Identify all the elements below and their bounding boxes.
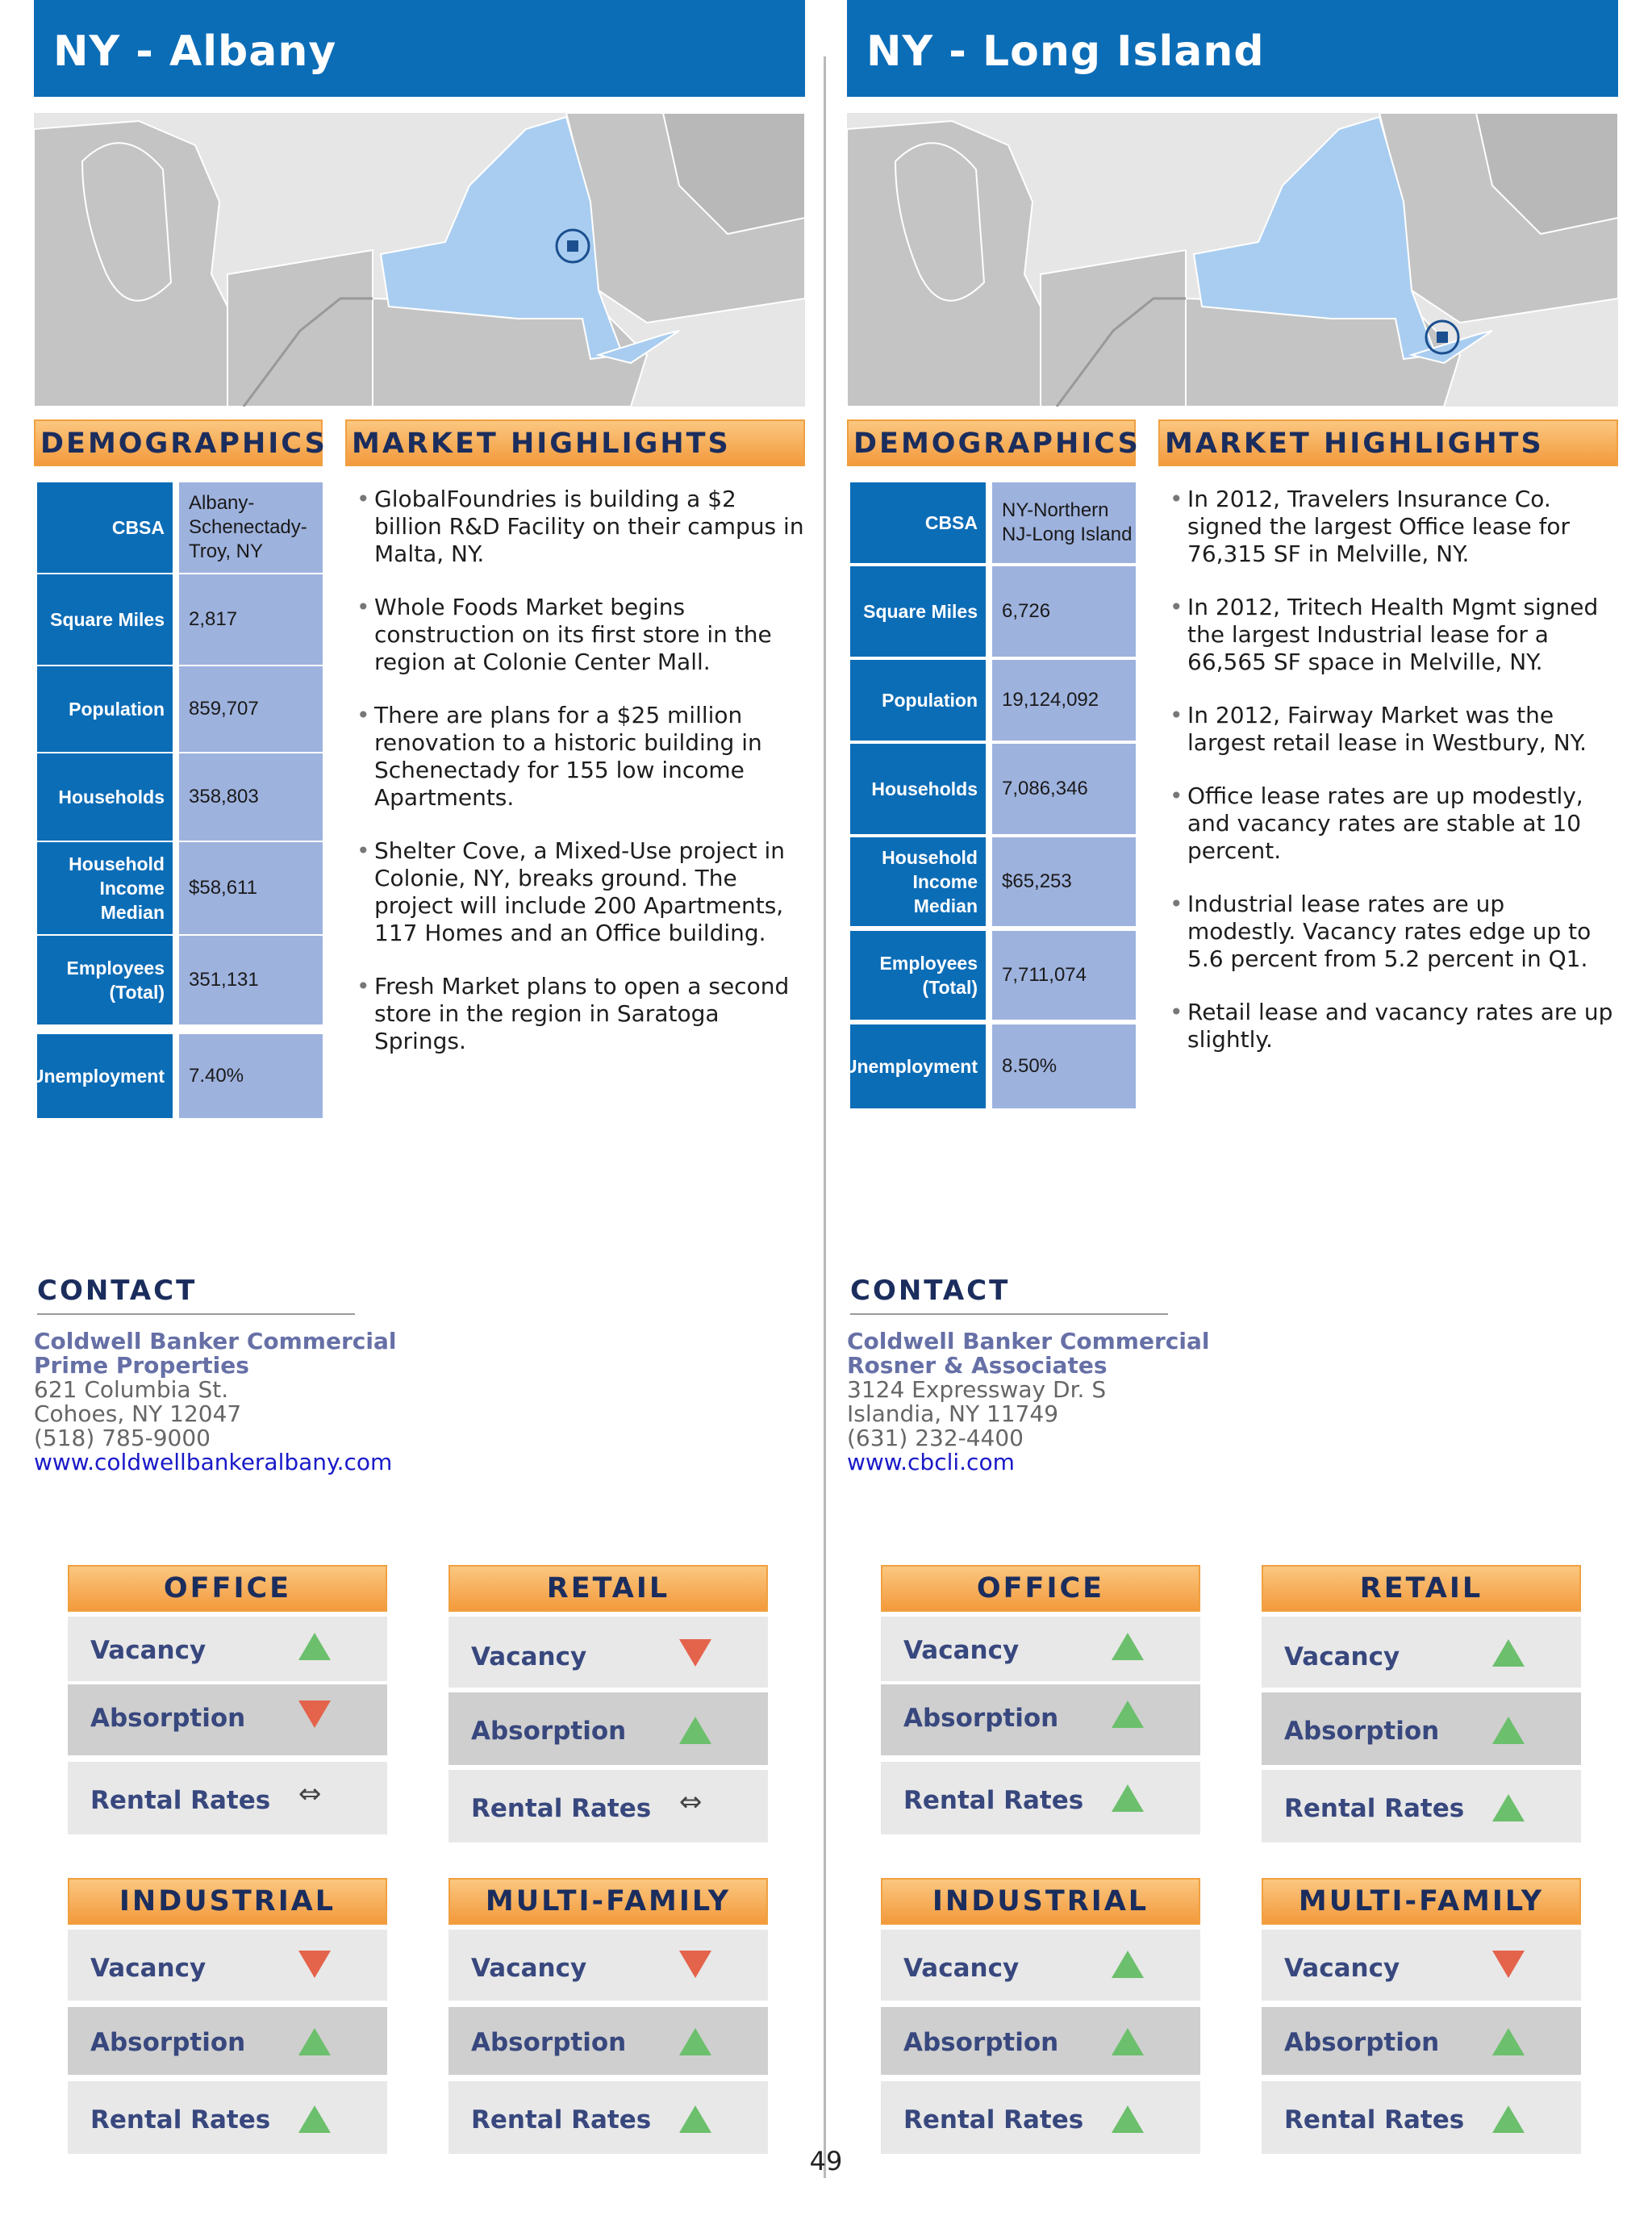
- indicator-label: Rental Rates: [471, 2105, 652, 2134]
- demo-row-square-miles: [850, 566, 1136, 657]
- contact-heading: CONTACT: [850, 1275, 1011, 1307]
- contact-rule: [850, 1313, 1168, 1315]
- contact-heading: CONTACT: [37, 1275, 198, 1307]
- market-highlights-heading: MARKET HIGHLIGHTS: [1158, 419, 1618, 466]
- highlight-item: • In 2012, Fairway Market was the largest retail lease in Westbury, NY.: [1170, 702, 1587, 756]
- trend-up-icon: [298, 2105, 334, 2138]
- indicator-row: [881, 1762, 1200, 1834]
- indicator-label: Rental Rates: [903, 1786, 1084, 1815]
- address-line2: Islandia, NY 11749: [847, 1400, 1059, 1427]
- indicator-label: Absorption: [90, 2028, 246, 2057]
- demo-row-population: [37, 666, 323, 752]
- indicator-row: [68, 1930, 387, 2001]
- panel-header: [847, 0, 1618, 97]
- indicator-row: [448, 2081, 768, 2154]
- demographics-heading: DEMOGRAPHICS: [847, 419, 1136, 466]
- indicator-row: [448, 1617, 768, 1688]
- indicator-row: [68, 1684, 387, 1755]
- indicator-row: [68, 1617, 387, 1681]
- trend-down-icon: [679, 1951, 715, 1983]
- page-number: 49: [809, 2146, 843, 2176]
- trend-up-icon: [679, 2105, 715, 2138]
- trend-up-icon: [1492, 1717, 1528, 1749]
- indicator-heading: RETAIL: [448, 1565, 768, 1612]
- indicator-heading: MULTI-FAMILY: [448, 1878, 768, 1925]
- phone: (631) 232-4400: [847, 1425, 1024, 1451]
- indicator-row: [881, 2081, 1200, 2154]
- demo-row-unemployment: [843, 1024, 1136, 1108]
- indicator-label: Rental Rates: [1284, 2105, 1465, 2134]
- demo-row-square-miles: [37, 574, 323, 665]
- highlight-item: • In 2012, Travelers Insurance Co. signed the largest Office lease for 76,315 SF in Melville, NY.: [1170, 486, 1571, 567]
- website-link[interactable]: www.cbcli.com: [847, 1449, 1015, 1475]
- firm-name-line1: Coldwell Banker Commercial: [847, 1328, 1210, 1354]
- trend-down-icon: [679, 1639, 715, 1671]
- demo-row-unemployment: [30, 1034, 323, 1118]
- demographics-heading: DEMOGRAPHICS: [34, 419, 323, 466]
- indicator-row: [1262, 2007, 1581, 2075]
- indicator-heading: RETAIL: [1262, 1565, 1581, 1612]
- demo-label: CBSA: [37, 482, 173, 573]
- indicator-label: Absorption: [90, 1704, 246, 1733]
- trend-up-icon: [1112, 2105, 1147, 2138]
- trend-up-icon: [1492, 1794, 1528, 1826]
- demo-row-income: [37, 842, 323, 934]
- address-line1: 621 Columbia St.: [34, 1376, 229, 1403]
- contact-rule: [37, 1313, 355, 1315]
- demo-label: Square Miles: [850, 566, 986, 657]
- demo-label: Employees (Total): [850, 931, 986, 1020]
- panel-title: NY - Albany: [53, 27, 337, 76]
- firm-name-line2: Prime Properties: [34, 1352, 249, 1379]
- demo-value: 6,726: [992, 566, 1136, 657]
- demo-label: Household Income Median: [850, 837, 986, 926]
- trend-up-icon: [1112, 1784, 1147, 1817]
- indicator-row: [68, 2007, 387, 2075]
- demo-value: 7,086,346: [992, 744, 1136, 834]
- indicator-row: [1262, 1930, 1581, 2001]
- demo-row-cbsa: [37, 482, 323, 573]
- indicator-row: [448, 1692, 768, 1765]
- demo-value: 351,131: [179, 936, 323, 1024]
- indicator-row: [1262, 2081, 1581, 2154]
- trend-down-icon: [1492, 1951, 1528, 1983]
- market-highlights-heading: MARKET HIGHLIGHTS: [345, 419, 805, 466]
- highlight-item: • In 2012, Tritech Health Mgmt signed the largest Industrial lease for a 66,565 SF space in Melville, NY.: [1170, 594, 1599, 675]
- demo-label: Household Income Median: [37, 842, 173, 934]
- website-link[interactable]: www.coldwellbankeralbany.com: [34, 1449, 393, 1475]
- indicator-label: Vacancy: [471, 1642, 587, 1671]
- indicator-heading: MULTI-FAMILY: [1262, 1878, 1581, 1925]
- indicator-label: Vacancy: [903, 1954, 1020, 1983]
- indicator-label: Rental Rates: [903, 2105, 1084, 2134]
- location-map: [847, 113, 1618, 407]
- trend-up-icon: [1492, 1639, 1528, 1671]
- demo-value: 2,817: [179, 574, 323, 665]
- demo-row-cbsa: [850, 482, 1136, 563]
- demo-value: $58,611: [179, 842, 323, 934]
- demo-row-employees: [37, 936, 323, 1024]
- indicator-row: [881, 1684, 1200, 1755]
- trend-up-icon: [679, 2028, 715, 2060]
- trend-up-icon: [298, 2028, 334, 2060]
- demo-label: Square Miles: [37, 574, 173, 665]
- indicator-label: Vacancy: [1284, 1642, 1400, 1671]
- indicator-row: [881, 2007, 1200, 2075]
- demo-label: Unemployment: [37, 1034, 173, 1118]
- highlight-item: • Whole Foods Market begins construction on its first store in the region at Colonie Center Mall.: [357, 594, 772, 675]
- demo-value: NY-Northern NJ-Long Island: [992, 482, 1136, 563]
- demo-value: 7.40%: [179, 1034, 323, 1118]
- indicator-label: Vacancy: [90, 1636, 206, 1665]
- indicator-heading: OFFICE: [881, 1565, 1200, 1612]
- demo-value: 7,711,074: [992, 931, 1136, 1020]
- trend-up-icon: [298, 1633, 334, 1665]
- highlight-item: • There are plans for a $25 million renovation to a historic building in Schenectady for 155 low income Apartments.: [357, 702, 762, 811]
- firm-name-line1: Coldwell Banker Commercial: [34, 1328, 397, 1354]
- location-map: [34, 113, 805, 407]
- demo-value: 8.50%: [992, 1024, 1136, 1108]
- firm-name-line2: Rosner & Associates: [847, 1352, 1108, 1379]
- demo-value: 19,124,092: [992, 660, 1136, 741]
- highlight-item: • GlobalFoundries is building a $2 billion R&D Facility on their campus in Malta, NY.: [357, 486, 804, 567]
- demo-label: Households: [850, 744, 986, 834]
- panel-albany: [30, 0, 805, 2220]
- panel-header: [34, 0, 805, 97]
- highlight-item: • Retail lease and vacancy rates are up slightly.: [1170, 999, 1613, 1053]
- indicator-label: Rental Rates: [471, 1794, 652, 1823]
- indicator-heading: INDUSTRIAL: [881, 1878, 1200, 1925]
- demo-label: Households: [37, 753, 173, 841]
- trend-flat-icon: ⇔: [298, 1778, 322, 1810]
- highlight-item: • Shelter Cove, a Mixed-Use project in Colonie, NY, breaks ground. The project will include 200 Apartments, 117 Homes and an Office building.: [357, 837, 786, 946]
- demo-value: Albany- Schenectady- Troy, NY: [179, 482, 323, 573]
- highlight-item: • Industrial lease rates are up modestly. Vacancy rates edge up to 5.6 percent from 5.2 percent in Q1.: [1170, 891, 1592, 972]
- indicator-label: Vacancy: [1284, 1954, 1400, 1983]
- demo-label: Unemployment: [850, 1024, 986, 1108]
- indicator-label: Absorption: [903, 2028, 1059, 2057]
- trend-up-icon: [1112, 1700, 1147, 1733]
- indicator-heading: OFFICE: [68, 1565, 387, 1612]
- address-line1: 3124 Expressway Dr. S: [847, 1376, 1107, 1403]
- demo-row-population: [850, 660, 1136, 741]
- indicator-row: [448, 1930, 768, 2001]
- market-highlights-list: [1166, 486, 1618, 1079]
- indicator-heading: INDUSTRIAL: [68, 1878, 387, 1925]
- indicator-row: [68, 1762, 387, 1834]
- demo-row-income: [850, 837, 1136, 926]
- demo-row-households: [37, 753, 323, 841]
- indicator-row: [1262, 1617, 1581, 1688]
- trend-down-icon: [298, 1951, 334, 1983]
- indicator-label: Rental Rates: [90, 1786, 271, 1815]
- indicator-label: Absorption: [903, 1704, 1059, 1733]
- demo-label: Population: [850, 660, 986, 741]
- trend-up-icon: [1492, 2028, 1528, 2060]
- trend-up-icon: [1492, 2105, 1528, 2138]
- trend-up-icon: [1112, 2028, 1147, 2060]
- highlight-item: • Office lease rates are up modestly, and vacancy rates are stable at 10 percent.: [1170, 782, 1583, 864]
- demo-label: Population: [37, 666, 173, 752]
- indicator-label: Absorption: [471, 2028, 627, 2057]
- trend-flat-icon: ⇔: [679, 1786, 703, 1818]
- demo-label: Employees (Total): [37, 936, 173, 1024]
- panel-long-island: [843, 0, 1618, 2220]
- panel-title: NY - Long Island: [866, 27, 1265, 76]
- indicator-row: [881, 1617, 1200, 1681]
- indicator-label: Rental Rates: [1284, 1794, 1465, 1823]
- indicator-label: Absorption: [1284, 1717, 1440, 1746]
- trend-up-icon: [1112, 1633, 1147, 1665]
- demo-value: 859,707: [179, 666, 323, 752]
- indicator-row: [448, 2007, 768, 2075]
- indicator-row: [1262, 1692, 1581, 1765]
- indicator-row: [881, 1930, 1200, 2001]
- indicator-label: Rental Rates: [90, 2105, 271, 2134]
- demo-row-employees: [850, 931, 1136, 1020]
- indicator-label: Vacancy: [903, 1636, 1020, 1665]
- indicator-row: [68, 2081, 387, 2154]
- trend-up-icon: [679, 1717, 715, 1749]
- trend-up-icon: [1112, 1951, 1147, 1983]
- indicator-row: [1262, 1770, 1581, 1842]
- phone: (518) 785-9000: [34, 1425, 211, 1451]
- trend-down-icon: [298, 1700, 334, 1733]
- demo-label: CBSA: [850, 482, 986, 563]
- highlight-item: • Fresh Market plans to open a second store in the region in Saratoga Springs.: [357, 973, 790, 1054]
- demo-value: 358,803: [179, 753, 323, 841]
- market-highlights-list: [353, 486, 805, 1081]
- indicator-row: [448, 1770, 768, 1842]
- indicator-label: Vacancy: [90, 1954, 206, 1983]
- indicator-label: Absorption: [1284, 2028, 1440, 2057]
- contact-block: [34, 1329, 599, 1475]
- indicator-label: Vacancy: [471, 1954, 587, 1983]
- indicator-label: Absorption: [471, 1717, 627, 1746]
- page-divider: [824, 56, 826, 2178]
- demo-row-households: [850, 744, 1136, 834]
- demo-value: $65,253: [992, 837, 1136, 926]
- address-line2: Cohoes, NY 12047: [34, 1400, 242, 1427]
- contact-block: [847, 1329, 1412, 1475]
